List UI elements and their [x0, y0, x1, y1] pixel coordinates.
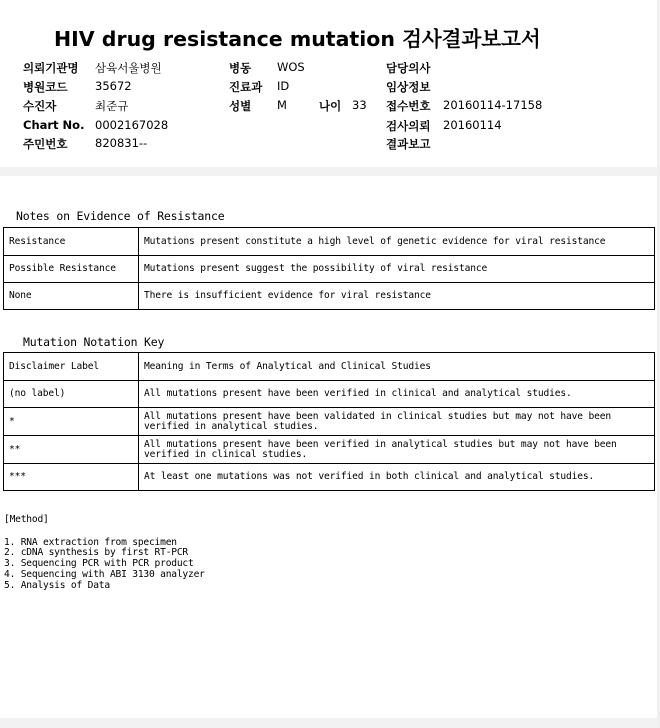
header-divider	[0, 167, 660, 176]
method-step: 5. Analysis of Data	[4, 580, 110, 591]
notation-label: *	[4, 408, 139, 436]
resident-no-label: 주민번호	[23, 137, 68, 151]
hospital-code-value: 35672	[95, 79, 132, 93]
evidence-meaning: Mutations present constitute a high level of genetic evidence for viral resistance	[139, 228, 655, 256]
notation-label: ***	[4, 464, 139, 491]
table-row	[4, 464, 655, 491]
table-row	[4, 381, 655, 408]
evidence-meaning: Mutations present suggest the possibility of viral resistance	[139, 256, 655, 283]
receipt-no-label: 접수번호	[386, 99, 431, 113]
notation-label: (no label)	[4, 381, 139, 408]
chart-no-value: 0002167028	[95, 118, 169, 132]
notation-section-title: Mutation Notation Key	[23, 335, 165, 349]
method-step: 4. Sequencing with ABI 3130 analyzer	[4, 569, 205, 580]
report-date-label: 결과보고	[386, 137, 431, 151]
evidence-table	[3, 227, 655, 310]
institution-label: 의뢰기관명	[23, 61, 79, 75]
department-value: ID	[277, 79, 290, 93]
method-step: 2. cDNA synthesis by first RT-PCR	[4, 547, 189, 558]
notation-table	[3, 352, 655, 491]
table-header-row	[4, 353, 655, 381]
sex-value: M	[277, 98, 287, 112]
evidence-term: Resistance	[4, 228, 139, 256]
chart-no-label: Chart No.	[23, 118, 85, 132]
receipt-no-value: 20160114-17158	[443, 98, 543, 112]
notation-meaning: All mutations present have been validated in clinical studies but may not have been verified in analytical studies.	[139, 408, 655, 436]
resident-no-value: 820831--	[95, 136, 148, 150]
hospital-code-label: 병원코드	[23, 80, 68, 94]
patient-label: 수진자	[23, 99, 57, 113]
age-label: 나이	[319, 99, 342, 113]
ward-value: WOS	[277, 60, 305, 74]
table-row	[4, 436, 655, 464]
page-bottom-band	[0, 718, 660, 728]
request-date-label: 검사의뢰	[386, 119, 431, 133]
notation-meaning: All mutations present have been verified in clinical and analytical studies.	[139, 381, 655, 408]
notation-header-label: Disclaimer Label	[4, 353, 139, 381]
evidence-term: Possible Resistance	[4, 256, 139, 283]
evidence-section-title: Notes on Evidence of Resistance	[16, 209, 225, 223]
method-step: 3. Sequencing PCR with PCR product	[4, 558, 194, 569]
evidence-meaning: There is insufficient evidence for viral resistance	[139, 283, 655, 310]
department-label: 진료과	[229, 80, 263, 94]
patient-value: 최준규	[95, 99, 129, 113]
table-row	[4, 256, 655, 283]
method-title: [Method]	[4, 514, 49, 525]
physician-label: 담당의사	[386, 61, 431, 75]
sex-label: 성별	[229, 99, 252, 113]
notation-header-meaning: Meaning in Terms of Analytical and Clinical Studies	[139, 353, 655, 381]
clinical-info-label: 임상정보	[386, 80, 431, 94]
table-row	[4, 283, 655, 310]
request-date-value: 20160114	[443, 118, 502, 132]
notation-label: **	[4, 436, 139, 464]
notation-meaning: All mutations present have been verified in analytical studies but may not have been verified in clinical studies.	[139, 436, 655, 464]
ward-label: 병동	[229, 61, 252, 75]
institution-value: 삼육서울병원	[95, 61, 162, 75]
table-row	[4, 408, 655, 436]
method-step: 1. RNA extraction from specimen	[4, 537, 177, 548]
report-title: HIV drug resistance mutation 검사결과보고서	[54, 27, 541, 51]
notation-meaning: At least one mutations was not verified in both clinical and analytical studies.	[139, 464, 655, 491]
evidence-term: None	[4, 283, 139, 310]
table-row	[4, 228, 655, 256]
age-value: 33	[352, 98, 367, 112]
